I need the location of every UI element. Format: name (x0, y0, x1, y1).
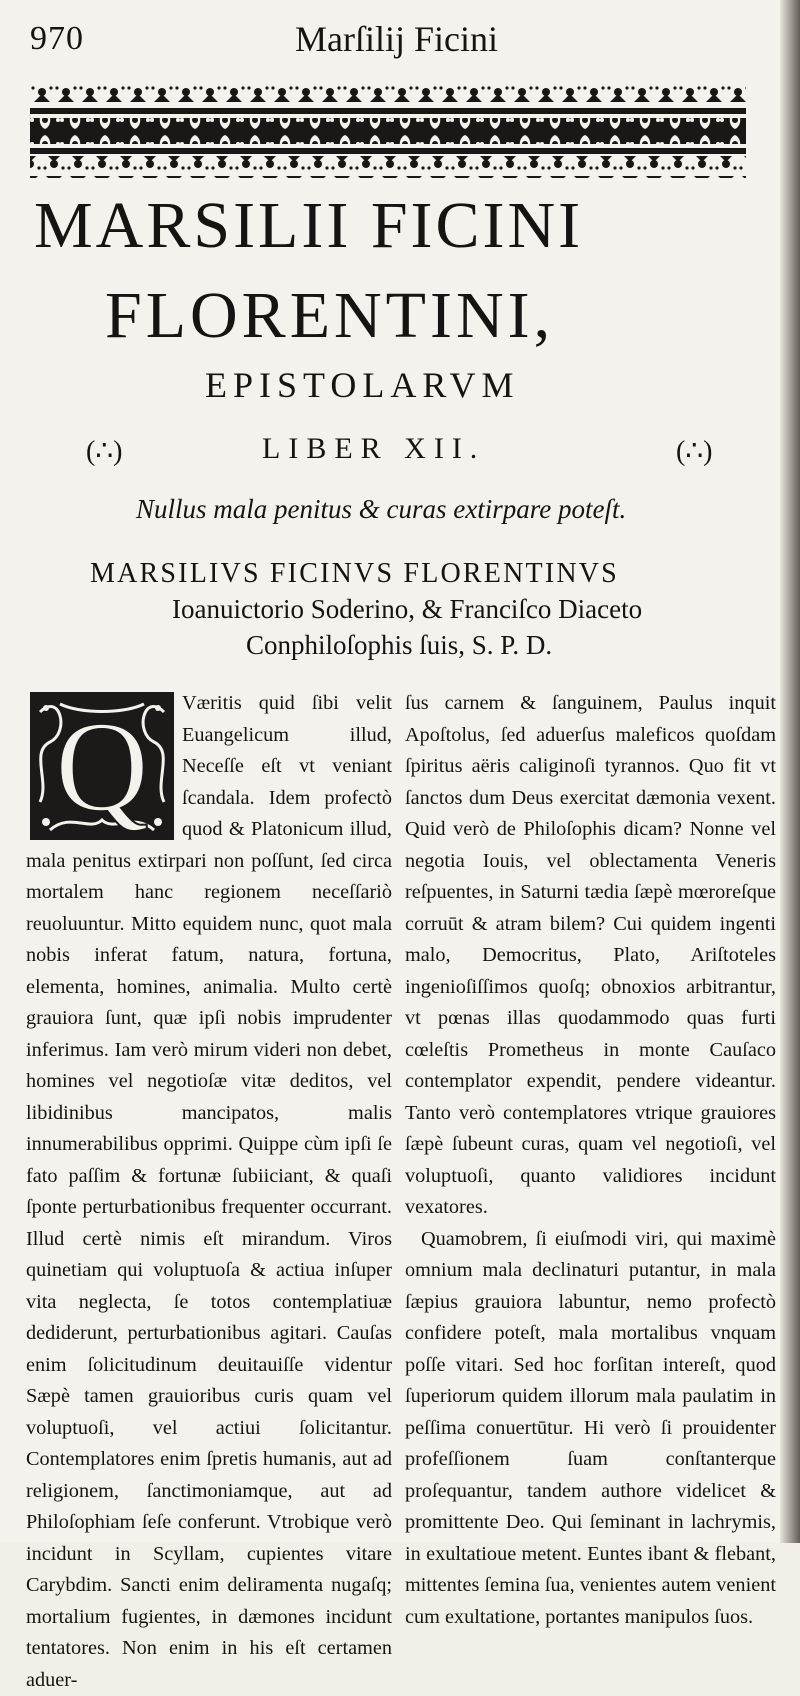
page-number: 970 (30, 20, 84, 57)
dropcap-initial (30, 692, 174, 840)
book-label: LIBER XII. (262, 432, 486, 465)
letter-addressees: Ioanuictorio Soderino, & Franciſco Diaceto (172, 594, 643, 624)
letter-addressees-cont: Conphiloſophis ſuis, S. P. D. (246, 630, 553, 660)
dropcap-letter: Q (55, 695, 149, 839)
text-column-left (26, 688, 392, 1696)
body-paragraph-1: Væritis quid ſibi velit Euangelicum illud, Neceſſe eſt vt veniant ſcandala. Idem profectò quod & Platonicum illud, mala penitus extirpari non poſſunt, ſed circa mortalem hanc regionem neceſſariò reuoluuntur. Mitto equidem nunc, quot mala nobis inferat fatum, natura, fortuna, elementa, homines, animalia. Multo certè grauiora ſunt, quæ ipſi nobis imprudenter inferimus. Iam verò mirum videri non debet, homines vel negotioſæ vitæ deditos, vel libidinibus mancipatos, malis innumerabilibus opprimi. Quippe cùm ipſi ſe fato paſſim & fortunæ ſubiiciant, & quaſi ſponte perturbationibus frequenter occurrant. Illud certè nimis eſt mirandum. Viros quinetiam qui voluptuoſa & actiua inſuper vita neglecta, ſe totos contemplatiuæ dediderunt, perturbationibus agitari. Cauſas enim ſolicitudinum deuitauiſſe videntur Sæpè tamen grauioribus curis quam vel voluptuoſi, vel actiui ſolicitantur. Contemplatores enim ſpretis humanis, aut ad religionem, ſanctimoniamque, aut ad Philoſophiam ſeſe conferunt. Vtrobique verò incidunt in Scyllam, cupientes vitare Carybdim. Sancti enim deliramenta nugaſq; mortalium fugientes, in dæmones incidunt tentatores. Non enim in his eſt certamen aduer- (26, 692, 392, 1691)
page-gutter-edge (780, 0, 800, 1543)
letter-sender: MARSILIVS FICINVS FLORENTINVS (90, 558, 619, 589)
title-author: MARSILII FICINI (34, 189, 584, 262)
letter-subject: Nullus mala penitus & curas extirpare poteſt. (136, 494, 627, 524)
body-paragraph-1-cont: ſus carnem & ſanguinem, Paulus inquit Apoſtolus, ſed aduerſus maleficos quoſdam ſpiritus aëris caliginoſi tyrannos. Quo fit vt ſanctos dum Deus exercitat dæmonia vexent. Quid verò de Philoſophis dicam? Nonne vel negotia Iouis, vel oblectamenta Veneris reſpuentes, in Saturni tædia ſæpè mœroreſque corruūt & atram bilem? Cui quidem ingenti malo, Democritus, Plato, Ariſtoteles ingenioſiſſimos quoſq; obnoxios arbitrantur, vt pœnas illas quodammodo quas furti cœleſtis Prometheus in monte Cauſaco contemplator expendit, pendere videantur. Tanto verò contemplatores vtrique grauiores ſæpè ſubeunt curas, quam vel negotioſi, vel voluptuoſi, quanto validiores incidunt vexatores. (405, 692, 776, 1218)
book-heading (0, 428, 780, 476)
ornamental-border (30, 84, 746, 178)
title-work: EPISTOLARVM (205, 365, 520, 405)
text-column-right (405, 688, 776, 1633)
ornament-mark-left: (∴) (86, 436, 123, 467)
body-paragraph-2: Quamobrem, ſi eiuſmodi viri, qui maximè omnium mala declinaturi putantur, in mala ſæpius grauiora labuntur, nemo profectò confidere poteſt, mala mortalibus vnquam poſſe vitari. Sed hoc forſitan intereſt, quod ſuperiorum quidem illorum mala paulatim in peſſima conuertūtur. Hi verò ſi prouidenter profeſſionem ſuam conſtanterque proſequantur, tandem authore videlicet & promittente Deo. Qui ſeminant in lachrymis, in exultatioue metent. Euntes ibant & flebant, mittentes ſemina ſua, venientes autem venient cum exultatione, portantes manipulos ſuos. (405, 1227, 776, 1628)
ornament-mark-right: (∴) (676, 436, 713, 467)
title-origin: FLORENTINI, (105, 279, 555, 352)
running-title: Marſilij Ficini (295, 19, 498, 59)
